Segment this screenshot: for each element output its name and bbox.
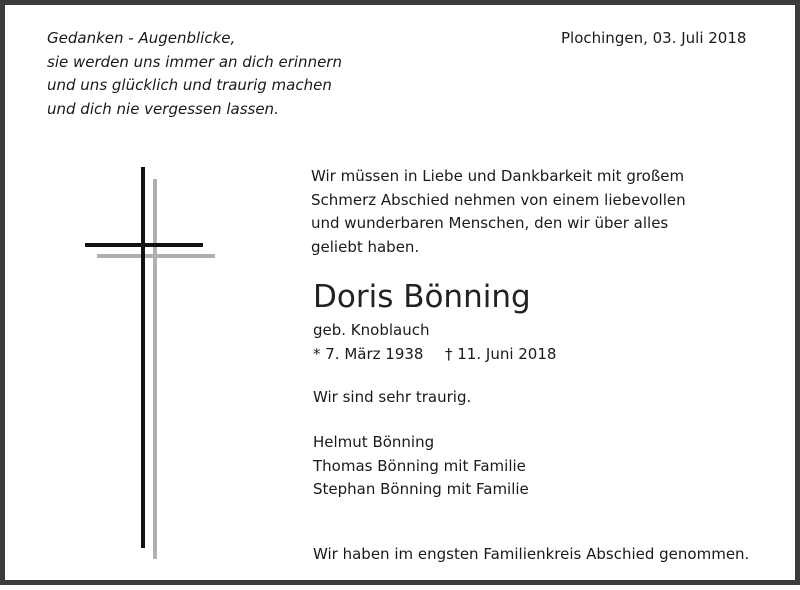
poem-line: und uns glücklich und traurig machen (47, 76, 332, 94)
poem-line: und dich nie vergessen lassen. (47, 99, 279, 118)
intro-line: Wir müssen in Liebe und Dankbarkeit mit großem (311, 167, 685, 185)
maiden-name: geb. Knoblauch (313, 321, 430, 339)
mourner-item: Stephan Bönning mit Familie (313, 480, 529, 498)
death-date: † 11. Juni 2018 (445, 345, 557, 363)
birth-date: * 7. März 1938 (313, 345, 424, 363)
mourner-item: Thomas Bönning mit Familie (313, 456, 526, 475)
cross-vertical-bar (141, 167, 145, 548)
deceased-name: Doris Bönning (313, 279, 531, 315)
cross-shadow-horizontal (97, 254, 215, 258)
mourners-list (313, 431, 529, 502)
cross-horizontal-bar (85, 243, 203, 247)
poem-line: Gedanken - Augenblicke, (47, 29, 236, 47)
intro-text (311, 165, 686, 259)
cross-shadow-vertical (153, 179, 157, 559)
closing-note: Wir haben im engsten Familienkreis Abschied genommen. (313, 545, 750, 563)
intro-line: geliebt haben. (311, 237, 420, 256)
intro-line: und wunderbaren Menschen, den wir über alles (311, 214, 669, 232)
intro-line: Schmerz Abschied nehmen von einem liebevollen (311, 190, 686, 209)
poem-line: sie werden uns immer an dich erinnern (47, 52, 342, 71)
sentiment-text: Wir sind sehr traurig. (313, 388, 472, 406)
mourner-item: Helmut Bönning (313, 433, 435, 451)
place-date: Plochingen, 03. Juli 2018 (561, 29, 747, 47)
